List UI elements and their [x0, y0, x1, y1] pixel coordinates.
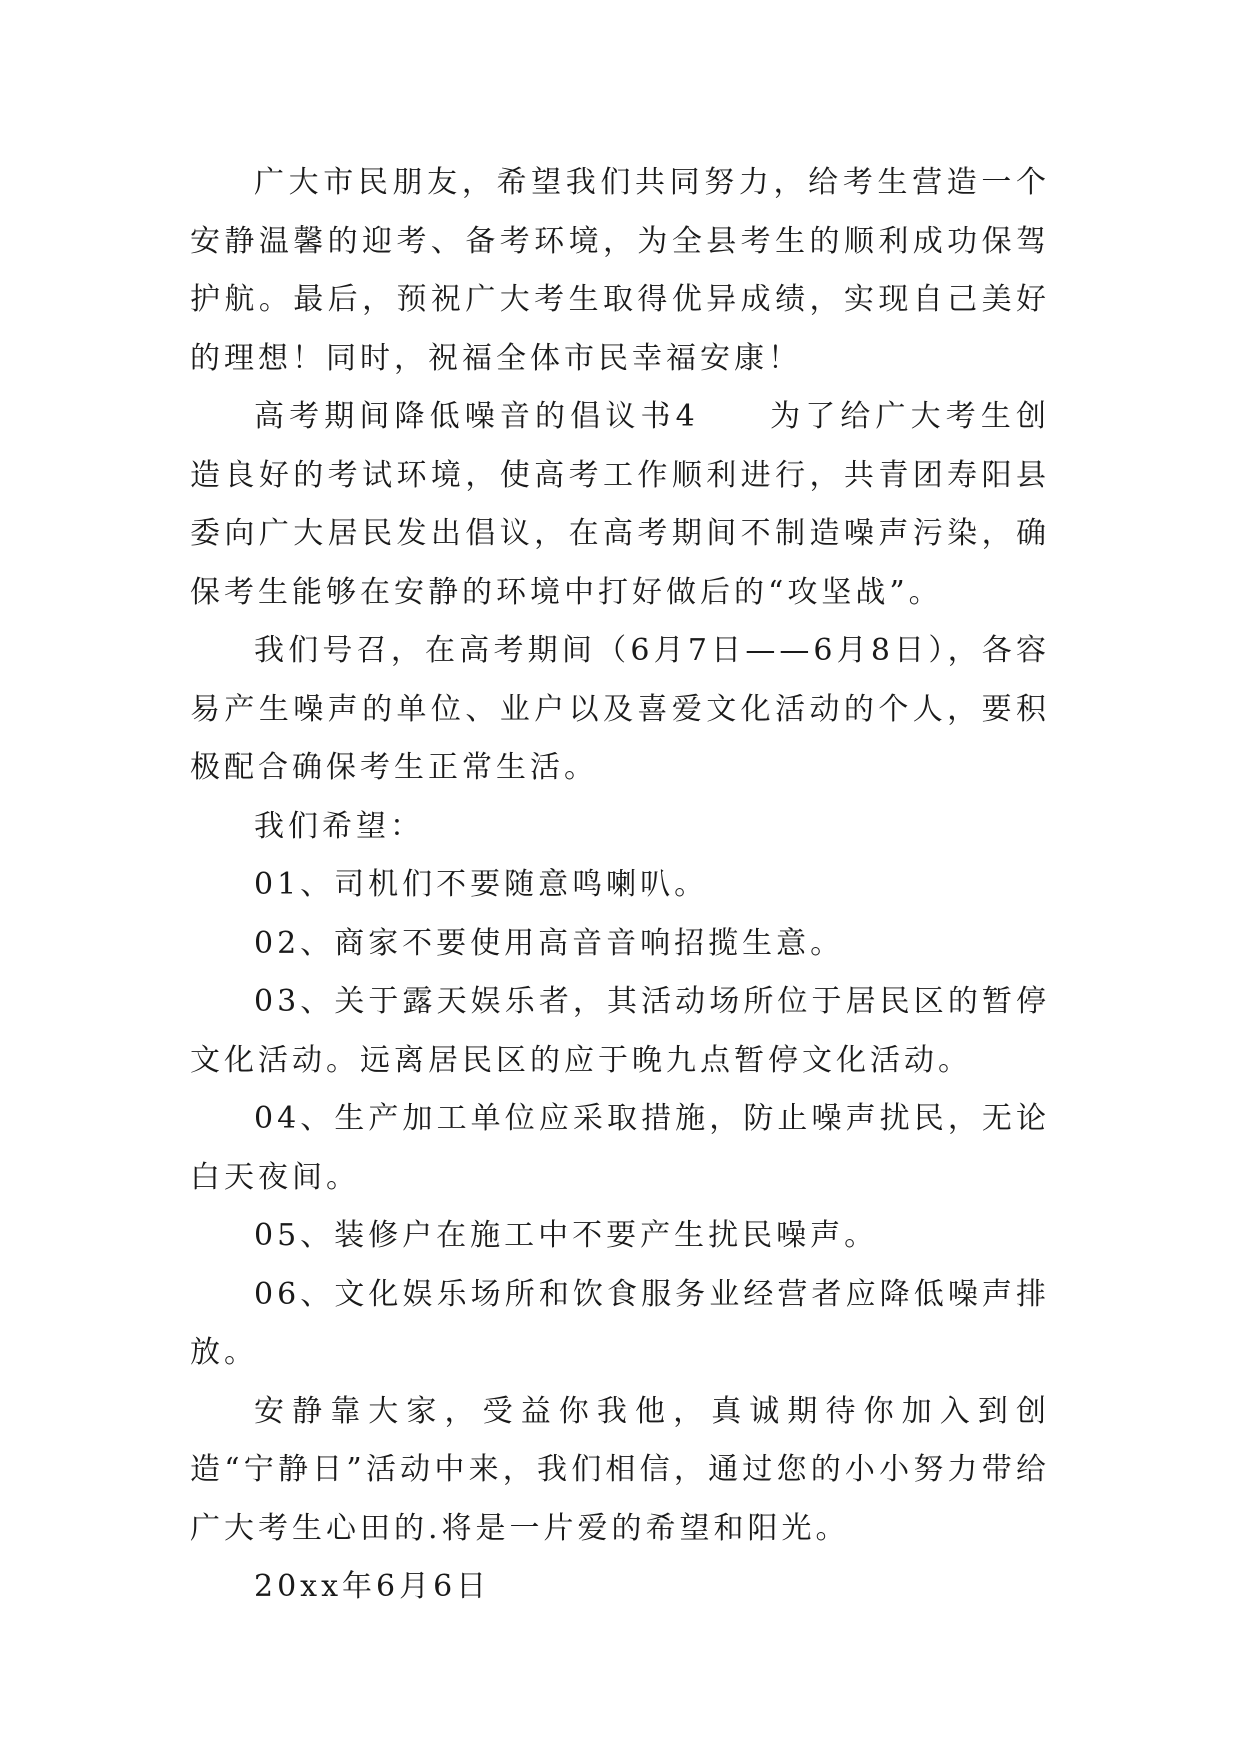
- document-date: 20xx年6月6日: [254, 1569, 491, 1604]
- paragraph-we-hope: 我们希望：: [254, 808, 424, 844]
- list-item-01: 01、司机们不要随意鸣喇叭。: [254, 867, 709, 902]
- list-item-04: 04、生产加工单位应采取措施，防止噪声扰民，无论白天夜间。: [190, 1101, 1050, 1195]
- list-item-02: 02、商家不要使用高音音响招揽生意。: [254, 925, 845, 961]
- document-body: [190, 154, 1050, 1617]
- list-item-06: 06、文化娱乐场所和饮食服务业经营者应降低噪声排放。: [190, 1276, 1050, 1370]
- paragraph-proposal-intro: 高考期间降低噪音的倡议书4 为了给广大考生创造良好的考试环境，使高考工作顺利进行，共青团寿阳县委向广大居民发出倡议，在高考期间不制造噪声污染，确保考生能够在安静的环境中打好做后的“攻坚战”。: [190, 399, 1050, 610]
- paragraph-call-to-action: 我们号召，在高考期间（6月7日——6月8日），各容易产生噪声的单位、业户以及喜爱文化活动的个人，要积极配合确保考生正常生活。: [190, 633, 1050, 785]
- list-item-03: 03、关于露天娱乐者，其活动场所位于居民区的暂停文化活动。远离居民区的应于晚九点暂停文化活动。: [190, 984, 1050, 1078]
- list-item-05: 05、装修户在施工中不要产生扰民噪声。: [254, 1218, 879, 1253]
- paragraph-closing-appeal: 广大市民朋友，希望我们共同努力，给考生营造一个安静温馨的迎考、备考环境，为全县考生的顺利成功保驾护航。最后，预祝广大考生取得优异成绩，实现自己美好的理想！同时，祝福全体市民幸福安康！: [190, 165, 1050, 376]
- paragraph-closing-message: 安静靠大家，受益你我他，真诚期待你加入到创造“宁静日”活动中来，我们相信，通过您的小小努力带给广大考生心田的.将是一片爱的希望和阳光。: [190, 1393, 1050, 1546]
